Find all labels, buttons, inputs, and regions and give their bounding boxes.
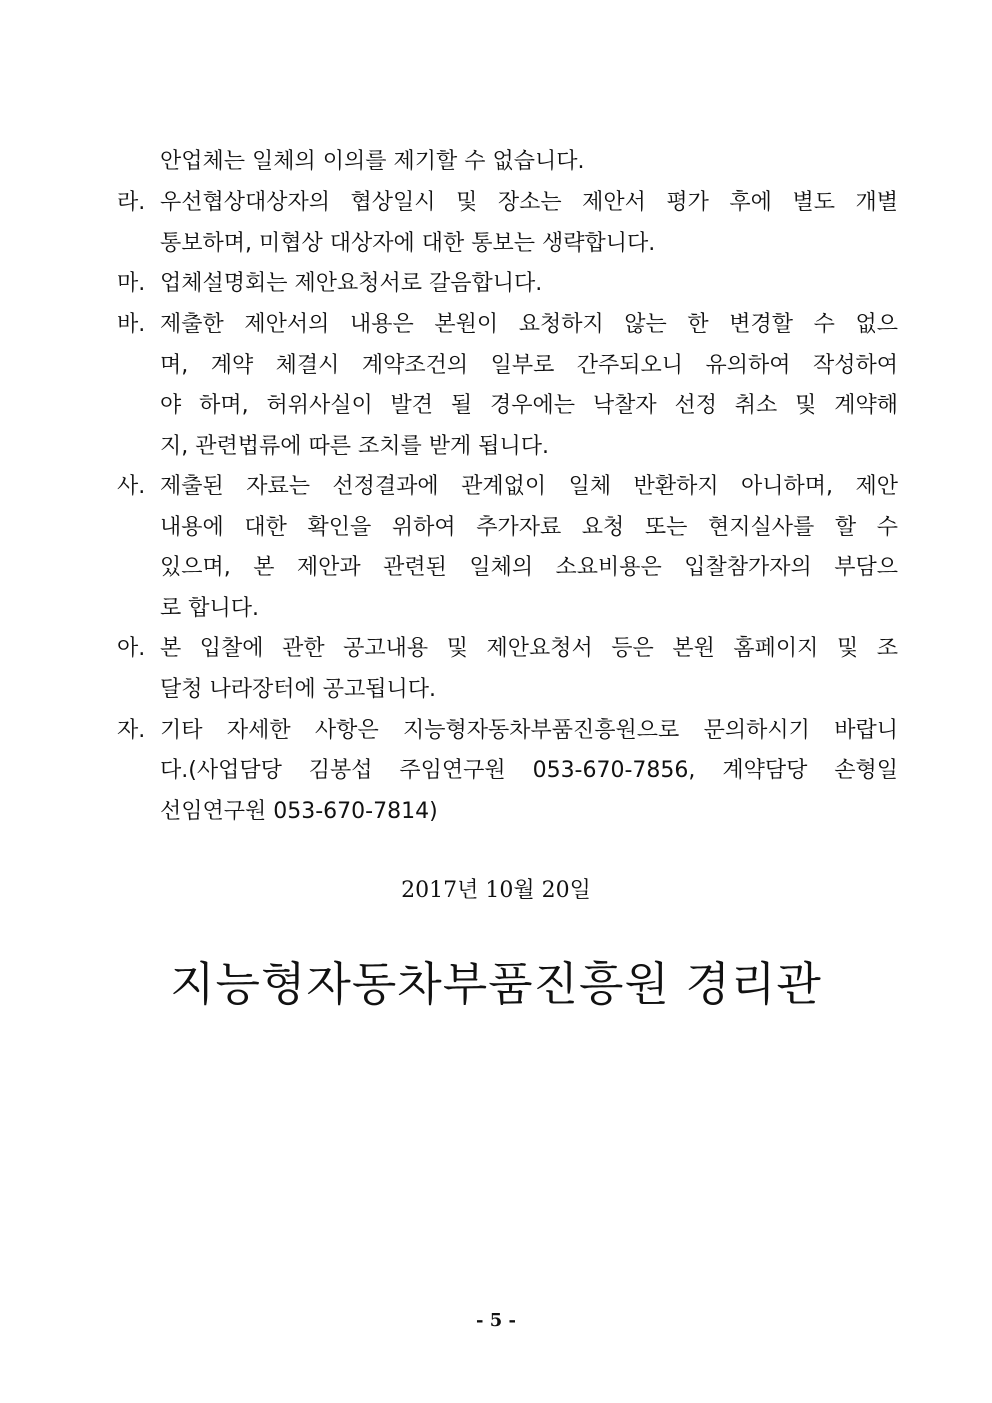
item-ba-line-4: 지, 관련법류에 따른 조치를 받게 됩니다.: [160, 434, 549, 459]
item-ra-line-2: 통보하며, 미협상 대상자에 대한 통보는 생략합니다.: [160, 231, 656, 256]
page-number: - 5 -: [476, 1310, 516, 1331]
item-ba-line-2: 며, 계약 체결시 계약조건의 일부로 간주되오니 유의하여 작성하여: [160, 353, 898, 378]
item-ba-line-3: 야 하며, 허위사실이 발견 될 경우에는 낙찰자 선정 취소 및 계약해: [160, 393, 898, 418]
item-ja-line-1: 기타 자세한 사항은 지능형자동차부품진흥원으로 문의하시기 바랍니: [160, 718, 898, 743]
document-date: 2017년 10월 20일: [401, 878, 591, 903]
item-label-ma: 마.: [117, 271, 146, 296]
item-ba-line-1: 제출한 제안서의 내용은 본원이 요청하지 않는 한 변경할 수 없으: [160, 312, 898, 337]
item-label-ja: 자.: [117, 718, 146, 743]
item-sa-line-1: 제출된 자료는 선정결과에 관계없이 일체 반환하지 아니하며, 제안: [160, 474, 898, 499]
item-a-line-1: 본 입찰에 관한 공고내용 및 제안요청서 등은 본원 홈페이지 및 조: [160, 636, 898, 661]
item-label-ba: 바.: [117, 312, 146, 337]
item-ra-line-1: 우선협상대상자의 협상일시 및 장소는 제안서 평가 후에 별도 개별: [160, 190, 898, 215]
item-sa-line-4: 로 합니다.: [160, 596, 259, 621]
item-sa-line-3: 있으며, 본 제안과 관련된 일체의 소요비용은 입찰참가자의 부담으: [160, 555, 898, 580]
item-ja-line-2: 다.(사업담당 김봉섭 주임연구원 053-670-7856, 계약담당 손형일: [160, 758, 898, 783]
item-label-sa: 사.: [117, 474, 146, 499]
continuation-line: 안업체는 일체의 이의를 제기할 수 없습니다.: [160, 149, 585, 174]
item-ma-line-1: 업체설명회는 제안요청서로 갈음합니다.: [160, 271, 543, 296]
item-ja-line-3: 선임연구원 053-670-7814): [160, 799, 438, 824]
organization-name: 지능형자동차부품진흥원 경리관: [170, 957, 822, 1011]
item-label-ra: 라.: [117, 190, 146, 215]
item-sa-line-2: 내용에 대한 확인을 위하여 추가자료 요청 또는 현지실사를 할 수: [160, 515, 898, 540]
item-a-line-2: 달청 나라장터에 공고됩니다.: [160, 677, 437, 702]
item-label-a: 아.: [117, 636, 146, 661]
